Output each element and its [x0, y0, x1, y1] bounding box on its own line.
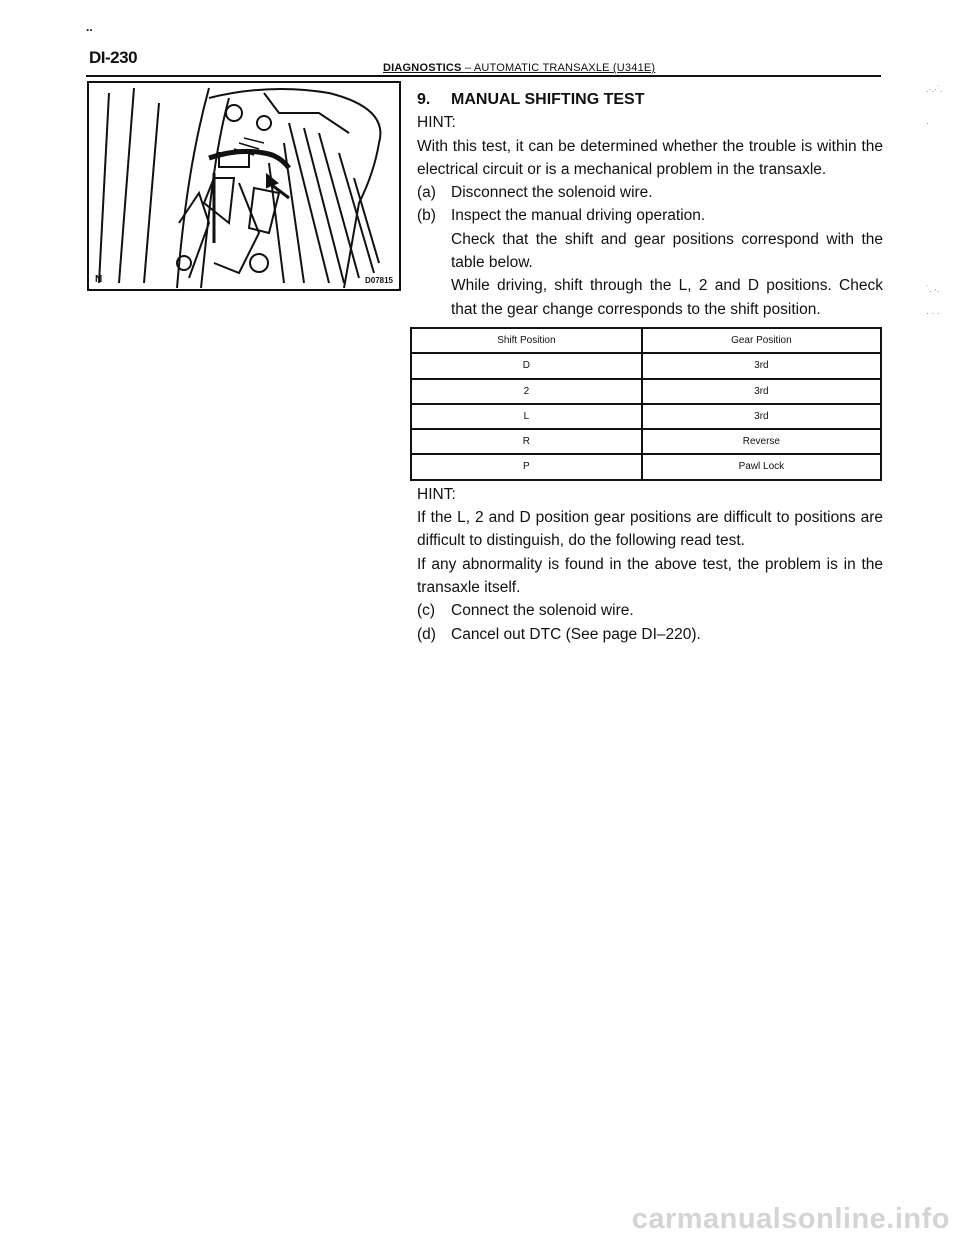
hint-label-2: HINT: [417, 485, 456, 503]
step-text: Disconnect the solenoid wire. [451, 184, 653, 202]
step-b [417, 204, 883, 227]
gear-position-cell: 3rd [642, 404, 881, 429]
step-text: Connect the solenoid wire. [451, 602, 634, 620]
table-row [411, 404, 881, 429]
shift-position-cell: D [411, 353, 642, 378]
gear-position-cell: 3rd [642, 353, 881, 378]
step-b-detail-1: Check that the shift and gear positions correspond with the table below. [451, 230, 883, 272]
top-dots: .. [86, 20, 93, 34]
section-title [417, 88, 883, 111]
section-number: 9. [417, 91, 431, 108]
table-row [411, 454, 881, 479]
section-title-text: MANUAL SHIFTING TEST [451, 91, 645, 108]
step-a [417, 181, 883, 204]
hint-label: HINT: [417, 114, 456, 132]
content-column [417, 88, 883, 646]
header-rule [86, 75, 881, 77]
table-row [411, 429, 881, 454]
figure-letter: N [95, 274, 103, 285]
margin-speck: · [926, 118, 929, 128]
table-row [411, 353, 881, 378]
margin-speck: · · · [926, 308, 940, 318]
shift-position-table [410, 327, 882, 481]
watermark: carmanualsonline.info [631, 1203, 950, 1235]
transaxle-illustration [89, 83, 401, 291]
column-header: Shift Position [411, 328, 642, 353]
gear-position-cell: 3rd [642, 379, 881, 404]
gear-position-cell: Pawl Lock [642, 454, 881, 479]
step-label: (b) [417, 207, 436, 225]
hint-text-2b: If any abnormality is found in the above test, the problem is in the transaxle itself. [417, 555, 883, 596]
step-d [417, 623, 883, 646]
page-number: DI-230 [89, 48, 138, 67]
step-text: Inspect the manual driving operation. [451, 207, 706, 225]
hint-text-2a: If the L, 2 and D position gear positions are difficult to positions are difficult to distinguish, do the following read test. [417, 509, 883, 550]
step-c [417, 599, 883, 622]
step-label: (a) [417, 184, 436, 202]
table-header-row [411, 328, 881, 353]
header-subsection: AUTOMATIC TRANSAXLE (U341E) [473, 62, 656, 74]
gear-position-cell: Reverse [642, 429, 881, 454]
figure-code: D07815 [364, 276, 393, 285]
shift-position-cell: L [411, 404, 642, 429]
margin-speck: .·.·˙. [926, 84, 943, 94]
margin-speck: ˙. ·. [926, 284, 940, 294]
step-text: Cancel out DTC (See page DI–220). [451, 625, 701, 643]
illustration-figure [87, 81, 401, 291]
column-header: Gear Position [642, 328, 881, 353]
header-separator: – [464, 62, 472, 74]
step-label: (c) [417, 602, 436, 620]
hint-text: With this test, it can be determined whether the trouble is within the electrical circuit or is a mechanical problem in the transaxle. [417, 137, 883, 178]
shift-position-cell: 2 [411, 379, 642, 404]
shift-position-cell: R [411, 429, 642, 454]
step-b-detail-2: While driving, shift through the L, 2 and D positions. Check that the gear change corresponds to the shift position. [451, 277, 883, 318]
shift-position-cell: P [411, 454, 642, 479]
step-label: (d) [417, 625, 436, 643]
table-row [411, 379, 881, 404]
running-header [383, 62, 655, 74]
header-section: DIAGNOSTICS [383, 62, 462, 74]
